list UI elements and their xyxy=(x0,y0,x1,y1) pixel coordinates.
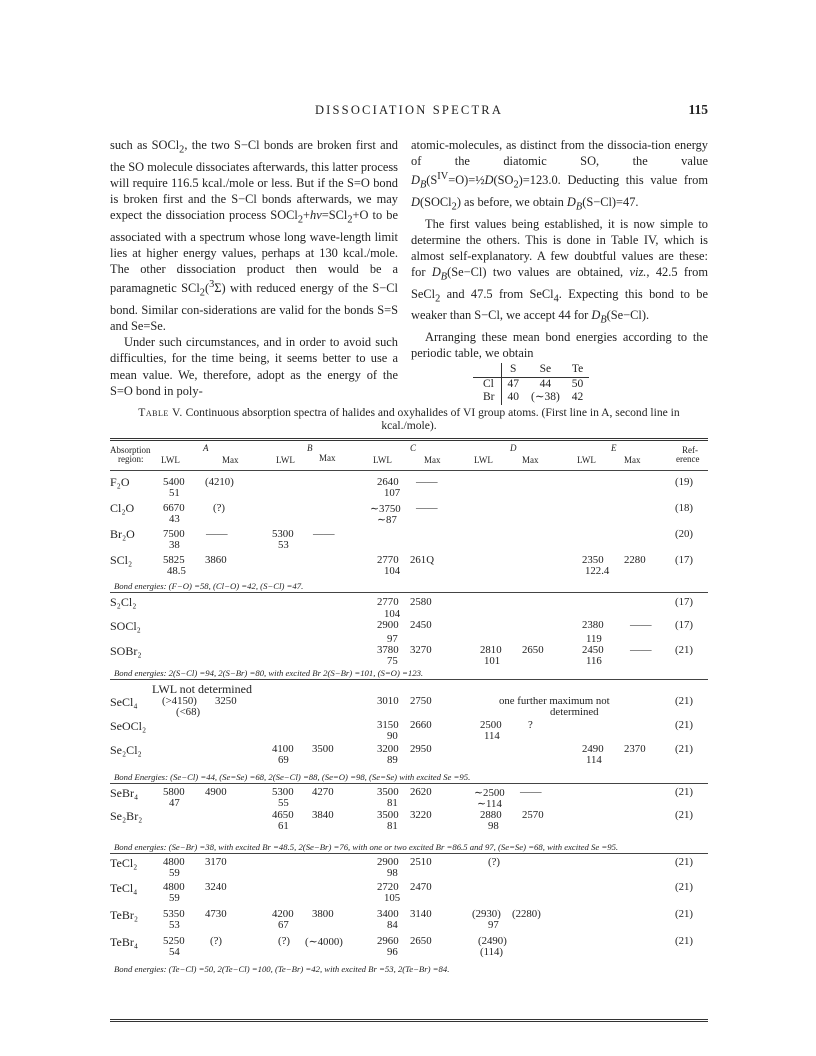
table-cell: 2640 xyxy=(377,476,399,488)
periodic-col-header xyxy=(473,363,501,377)
periodic-value: (∼38) xyxy=(531,391,560,404)
table-cell: (17) xyxy=(675,619,693,631)
table-cell: 38 xyxy=(169,539,180,551)
header-b-lwl: LWL xyxy=(276,455,295,465)
left-paragraph: such as SOCl$_2$, the two S−Cl bonds are broken first and the SO molecule dissociates afterwards, this latter process will require 116.5 kcal./mole or less. But if the S=O bond is broken first and the S−Cl bonds afterwards, we may expect the dissociation process SOCl$_2$+hν=SCl$_2$+O to be associated with a spectrum whose long wave-length limit lies at higher energy values, perhaps at 130 kcal./mole. The other dissociation product then would be a paramagnetic SCl$_2$($^3$Σ) with reduced energy of the S−Cl bond. Similar con-siderations are valid for the bonds S=S and Se=Se. xyxy=(110,138,398,334)
bond-energies-note: Bond energies: (F−O) =58, (Cl−O) =42, (S−Cl) =47. xyxy=(110,581,708,593)
table-caption xyxy=(110,406,708,432)
running-title: DISSOCIATION SPECTRA xyxy=(314,103,504,117)
table-cell: ∼87 xyxy=(377,514,397,526)
table-cell: (21) xyxy=(675,809,693,821)
table-cell: F₂O xyxy=(110,475,130,489)
header-group-b: B xyxy=(307,443,313,453)
table-cell: 2450 xyxy=(410,619,432,631)
table-row xyxy=(110,881,708,911)
table-row xyxy=(110,634,708,668)
header-d-lwl: LWL xyxy=(474,455,493,465)
table-cell: 4650 xyxy=(272,809,294,821)
table-cell: (4210) xyxy=(205,476,234,488)
header-b-max: Max xyxy=(319,453,336,463)
table-cell: 104 xyxy=(384,565,401,577)
periodic-value: 44 xyxy=(539,377,552,390)
right-paragraph: atomic-molecules, as distinct from the dissocia-tion energy of the diatomic SO, the value $D_B(S^{IV}=O)=\frac{1}{2}D(SO_2)=123.0$. Deducting this value from D(SOCl$_2$) as before, we obtain $D_B(S-Cl)=47$. xyxy=(411,138,708,213)
table-row xyxy=(110,786,708,814)
table-row xyxy=(110,695,708,719)
table-cell: 3250 xyxy=(215,695,237,707)
table-cell: 48.5 xyxy=(167,565,186,577)
caption-text: Continuous absorption spectra of halides and oxyhalides of VI group atoms. (First line in A, second line in kcal./mole). xyxy=(185,406,680,432)
table-cell: (21) xyxy=(675,644,693,656)
table-cell: 2470 xyxy=(410,881,432,893)
table-cell: 2350 xyxy=(582,554,604,566)
table-cell: (21) xyxy=(675,856,693,868)
table-cell: 3840 xyxy=(312,809,334,821)
table-cell: (21) xyxy=(675,935,693,947)
absorption-table xyxy=(110,443,708,975)
table-cell: 59 xyxy=(169,892,180,904)
table-cell: TeBr₄ xyxy=(110,935,139,949)
header-ref2: erence xyxy=(676,454,700,464)
table-cell: 2500 xyxy=(480,719,502,731)
table-cell: 105 xyxy=(384,892,401,904)
table-cell: Se₂Br₂ xyxy=(110,809,143,823)
compound-group xyxy=(110,593,708,680)
table-row xyxy=(110,719,708,743)
table-cell: 3220 xyxy=(410,809,432,821)
table-cell: SOBr₂ xyxy=(110,644,142,658)
page-number: 115 xyxy=(688,102,708,117)
table-cell: 75 xyxy=(387,655,398,667)
table-cell: (>4150) xyxy=(162,695,197,707)
table-cell: (18) xyxy=(675,502,693,514)
table-cell: 5825 xyxy=(163,554,185,566)
header-a-lwl: LWL xyxy=(161,455,180,465)
table-cell: 3500 xyxy=(312,743,334,755)
table-row xyxy=(110,682,708,695)
table-cell: 53 xyxy=(169,919,180,931)
table-cell: (21) xyxy=(675,719,693,731)
table-cell: 3010 xyxy=(377,695,399,707)
right-paragraph: The first values being established, it is now simple to determine the others. This is done in Table IV, which is almost self-explanatory. A few doubtful values are these: for $D_B(Se-Cl)$ two values are obtained, viz., 42.5 from SeCl$_2$ and 47.5 from SeCl$_4$. Expecting this bond to be weaker than S−Cl, we accept 44 for $D_B(Se-Cl)$. xyxy=(411,216,709,326)
table-cell: 5300 xyxy=(272,528,294,540)
table-cell: 2570 xyxy=(522,809,544,821)
table-cell: 3200 xyxy=(377,743,399,755)
table-cell: 97 xyxy=(387,633,398,645)
compound-group xyxy=(110,475,708,593)
table-row xyxy=(110,475,708,501)
table-cell: 98 xyxy=(387,867,398,879)
table-cell: Se₂Cl₂ xyxy=(110,743,142,757)
table-cell: (17) xyxy=(675,596,693,608)
header-group-a: A xyxy=(203,443,209,453)
table-cell: 2580 xyxy=(410,596,432,608)
table-cell: SeOCl₂ xyxy=(110,719,147,733)
table-cell: (<68) xyxy=(176,706,201,718)
table-cell: (21) xyxy=(675,786,693,798)
table-cell: (21) xyxy=(675,743,693,755)
table-cell: Cl₂O xyxy=(110,501,135,515)
table-cell: SeBr₄ xyxy=(110,786,139,800)
table-cell: SeCl₄ xyxy=(110,695,138,709)
table-cell: (2280) xyxy=(512,908,541,920)
table-cell: (21) xyxy=(675,908,693,920)
header-e-lwl: LWL xyxy=(577,455,596,465)
table-row xyxy=(110,553,708,581)
table-cell: 2510 xyxy=(410,856,432,868)
table-cell: 2720 xyxy=(377,881,399,893)
table-header xyxy=(110,443,708,470)
table-cell: 67 xyxy=(278,919,289,931)
table-cell: 5400 xyxy=(163,476,185,488)
table-row xyxy=(110,501,708,527)
bond-energies-note: Bond energies: (Te−Cl) =50, 2(Te−Cl) =100, (Te−Br) =42, with excited Br =53, 2(Te−Br) =84. xyxy=(114,964,450,974)
table-cell: 53 xyxy=(278,539,289,551)
table-cell: 96 xyxy=(387,946,398,958)
table-cell: 2380 xyxy=(582,619,604,631)
table-cell: 7500 xyxy=(163,528,185,540)
table-row xyxy=(110,856,708,884)
bond-energies-note: Bond energies: (Se−Br) =38, with excited Br =48.5, 2(Se−Br) =76, with one or two excited Br =86.5 and 97, (Se=Se) =68, with excited Se =95. xyxy=(110,842,708,854)
table-cell: 4800 xyxy=(163,881,185,893)
table-cell: 3140 xyxy=(410,908,432,920)
table-cell: ∼3750 xyxy=(370,503,401,515)
table-cell: (20) xyxy=(675,528,693,540)
table-cell: 3400 xyxy=(377,908,399,920)
table-cell: 4100 xyxy=(272,743,294,755)
periodic-value: 47 xyxy=(507,377,519,390)
table-cell: 3240 xyxy=(205,881,227,893)
table-row xyxy=(110,935,708,964)
table-cell: —— xyxy=(416,502,438,514)
table-cell: 3270 xyxy=(410,644,432,656)
header-c-max: Max xyxy=(424,455,441,465)
table-cell: ∼114 xyxy=(477,798,502,810)
table-row xyxy=(110,809,708,842)
table-row xyxy=(110,527,708,553)
table-cell: 5250 xyxy=(163,935,185,947)
table-cell: (?) xyxy=(278,935,290,947)
compound-group xyxy=(110,680,708,784)
table-row xyxy=(110,595,708,609)
table-cell: —— xyxy=(630,619,652,631)
table-cell: 107 xyxy=(384,487,401,499)
header-group-d: D xyxy=(510,443,517,453)
table-bottom-rule-2 xyxy=(110,1021,708,1022)
table-cell: 114 xyxy=(586,754,602,766)
header-c-lwl: LWL xyxy=(373,455,392,465)
header-group-e: E xyxy=(611,443,617,453)
table-cell: (19) xyxy=(675,476,693,488)
periodic-col-header: Se xyxy=(525,363,566,377)
table-row xyxy=(110,609,708,634)
periodic-col-header: S xyxy=(501,363,525,377)
table-cell: 69 xyxy=(278,754,289,766)
table-cell: 2900 xyxy=(377,619,399,631)
table-cell: 4800 xyxy=(163,856,185,868)
header-e-max: Max xyxy=(624,455,641,465)
table-cell: 81 xyxy=(387,820,398,832)
table-cell: 114 xyxy=(484,730,500,742)
table-cell: 3800 xyxy=(312,908,334,920)
table-cell: 2750 xyxy=(410,695,432,707)
right-paragraph: Arranging these mean bond energies according to the periodic table, we obtain xyxy=(411,330,708,361)
table-cell: 90 xyxy=(387,730,398,742)
table-cell: (∼4000) xyxy=(305,936,343,948)
table-cell: 3170 xyxy=(205,856,227,868)
table-cell: one further maximum not xyxy=(499,695,610,707)
table-cell: 81 xyxy=(387,797,398,809)
running-header xyxy=(110,103,708,121)
header-absorption: Absorption xyxy=(110,445,151,455)
table-cell: (?) xyxy=(210,935,222,947)
table-cell: LWL not determined xyxy=(152,682,252,696)
periodic-row-label: Br xyxy=(473,391,501,405)
table-cell: —— xyxy=(520,786,542,798)
periodic-value: 50 xyxy=(571,377,584,390)
table-cell: 3860 xyxy=(205,554,227,566)
right-column xyxy=(411,137,708,405)
header-d-max: Max xyxy=(522,455,539,465)
table-cell: 98 xyxy=(488,820,499,832)
periodic-col-header: Te xyxy=(566,363,590,377)
compound-group xyxy=(110,854,708,975)
table-cell: 55 xyxy=(278,797,289,809)
table-cell: 4900 xyxy=(205,786,227,798)
table-cell: (2930) xyxy=(472,908,501,920)
table-cell: 101 xyxy=(484,655,501,667)
table-cell: 3150 xyxy=(377,719,399,731)
left-column xyxy=(110,137,398,399)
table-cell: 2810 xyxy=(480,644,502,656)
table-cell: (?) xyxy=(488,856,500,868)
table-top-rule-2 xyxy=(110,440,708,441)
table-cell: 89 xyxy=(387,754,398,766)
table-cell: 2770 xyxy=(377,554,399,566)
left-paragraph: Under such circumstances, and in order to avoid such difficulties, for the time being, it seems better to use a mean value. We, therefore, adopt as the energy of the S=O bond in poly- xyxy=(110,335,398,398)
header-ref1: Ref- xyxy=(682,445,698,455)
table-cell: (?) xyxy=(213,502,225,514)
table-cell: SCl₂ xyxy=(110,553,133,567)
table-cell: 5300 xyxy=(272,786,294,798)
table-row xyxy=(110,908,708,938)
bond-energies-note: Bond Energies: (Se−Cl) =44, (Se=Se) =68, 2(Se−Cl) =88, (Se=O) =98, (Se=Se) with excited Se =95. xyxy=(110,772,708,784)
table-cell: 54 xyxy=(169,946,180,958)
table-cell: 2650 xyxy=(522,644,544,656)
table-cell: 104 xyxy=(384,608,401,620)
header-group-c: C xyxy=(410,443,417,453)
table-cell: (2490) xyxy=(478,935,507,947)
table-cell: 2660 xyxy=(410,719,432,731)
table-cell: S₂Cl₂ xyxy=(110,595,137,609)
periodic-value: 42 xyxy=(571,391,584,404)
periodic-row-label: Cl xyxy=(473,377,501,391)
table-cell: TeBr₂ xyxy=(110,908,139,922)
header-a-max: Max xyxy=(222,455,239,465)
table-cell: 61 xyxy=(278,820,289,832)
table-cell: 84 xyxy=(387,919,398,931)
table-cell: 5800 xyxy=(163,786,185,798)
table-cell: 6670 xyxy=(163,502,185,514)
table-cell: 5350 xyxy=(163,908,185,920)
table-cell: 2880 xyxy=(480,809,502,821)
table-cell: —— xyxy=(630,644,652,656)
table-body xyxy=(110,475,708,975)
table-cell: 51 xyxy=(169,487,180,499)
table-row xyxy=(110,743,708,772)
table-cell: (114) xyxy=(480,946,503,958)
table-cell: determined xyxy=(550,706,599,718)
table-cell: 261Q xyxy=(410,554,434,566)
table-cell: 119 xyxy=(586,633,602,645)
table-cell: 2280 xyxy=(624,554,646,566)
table-label: Table V. xyxy=(138,406,183,419)
table-cell: 2960 xyxy=(377,935,399,947)
table-cell: TeCl₂ xyxy=(110,856,138,870)
table-cell: ? xyxy=(528,719,533,731)
bond-energies-note: Bond energies: 2(S−Cl) =94, 2(S−Br) =80, with excited Br 2(S−Br) =101, (S=O) =123. xyxy=(110,668,708,680)
table-cell: 3500 xyxy=(377,809,399,821)
table-cell: —— xyxy=(313,528,335,540)
table-cell: 3500 xyxy=(377,786,399,798)
table-cell: 2620 xyxy=(410,786,432,798)
table-cell: 3780 xyxy=(377,644,399,656)
table-cell: 2770 xyxy=(377,596,399,608)
header-region: region: xyxy=(118,454,144,464)
table-cell: —— xyxy=(206,528,228,540)
table-cell: SOCl₂ xyxy=(110,619,141,633)
table-cell: 2900 xyxy=(377,856,399,868)
table-cell: 4270 xyxy=(312,786,334,798)
table-cell: TeCl₄ xyxy=(110,881,138,895)
table-cell: Br₂O xyxy=(110,527,135,541)
table-cell: 2370 xyxy=(624,743,646,755)
table-cell: 59 xyxy=(169,867,180,879)
table-cell: 4200 xyxy=(272,908,294,920)
table-cell: (21) xyxy=(675,881,693,893)
table-cell: (21) xyxy=(675,695,693,707)
table-cell: (17) xyxy=(675,554,693,566)
table-cell: 116 xyxy=(586,655,602,667)
table-cell: ∼2500 xyxy=(474,787,505,799)
table-cell: 2950 xyxy=(410,743,432,755)
table-cell: 2650 xyxy=(410,935,432,947)
periodic-bond-table xyxy=(473,363,589,405)
table-cell: 97 xyxy=(488,919,499,931)
table-cell: 43 xyxy=(169,513,180,525)
table-cell: 4730 xyxy=(205,908,227,920)
table-cell: 47 xyxy=(169,797,180,809)
table-cell: 2450 xyxy=(582,644,604,656)
table-cell: —— xyxy=(416,476,438,488)
compound-group xyxy=(110,784,708,854)
periodic-value: 40 xyxy=(507,391,519,404)
table-cell: 122.4 xyxy=(585,565,610,577)
table-bottom-rule xyxy=(110,1019,708,1020)
table-top-rule xyxy=(110,438,708,439)
table-cell: 2490 xyxy=(582,743,604,755)
